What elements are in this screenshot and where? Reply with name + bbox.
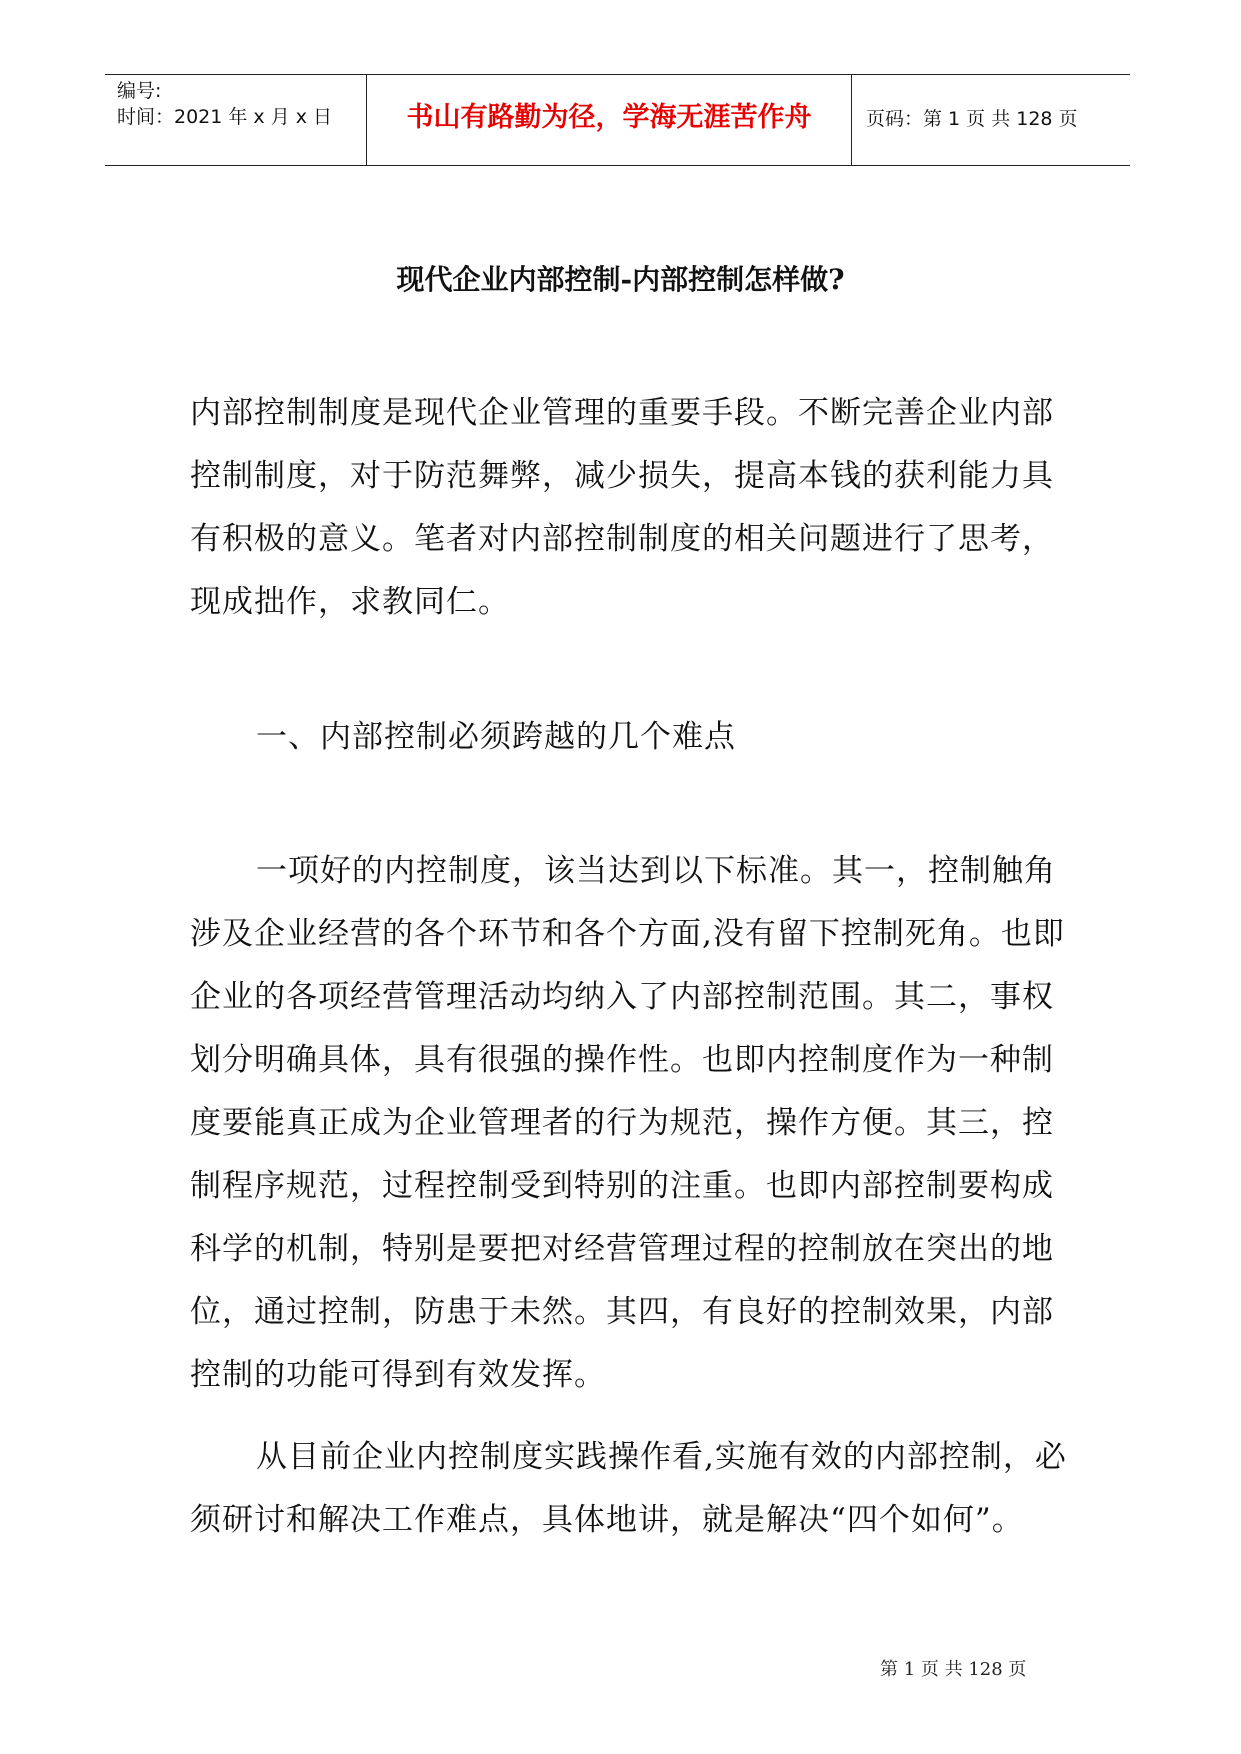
page-header-table [105,74,1130,166]
section-heading: 一、内部控制必须跨越的几个难点 [256,719,736,755]
page-footer: 第 1 页 共 128 页 [880,1659,1027,1680]
serial-number-label: 编号: [117,80,162,102]
header-left-cell [105,75,366,165]
paragraph-intro: 内部控制制度是现代企业管理的重要手段。不断完善企业内部控制制度，对于防范舞弊，减少损失，提高本钱的获利能力具有积极的意义。笔者对内部控制制度的相关问题进行了思考，现成拙作，求教同仁。 [190,395,1054,620]
header-motto: 书山有路勤为径，学海无涯苦作舟 [406,102,812,133]
paragraph-practice: 从目前企业内控制度实践操作看,实施有效的内部控制，必须研讨和解决工作难点，具体地讲，就是解决“四个如何”。 [190,1439,1067,1538]
header-right-cell [852,75,1130,165]
header-middle-cell [366,75,852,165]
paragraph-standards: 一项好的内控制度，该当达到以下标准。其一，控制触角涉及企业经营的各个环节和各个方面,没有留下控制死角。也即企业的各项经营管理活动均纳入了内部控制范围。其二，事权划分明确具体，具有很强的操作性。也即内控制度作为一种制度要能真正成为企业管理者的行为规范，操作方便。其三，控制程序规范，过程控制受到特别的注重。也即内部控制要构成科学的机制，特别是要把对经营管理过程的控制放在突出的地位，通过控制，防患于未然。其四，有良好的控制效果，内部控制的功能可得到有效发挥。 [190,853,1065,1393]
document-title: 现代企业内部控制-内部控制怎样做? [396,263,845,296]
header-page-info: 页码：第 1 页 共 128 页 [866,108,1078,130]
date-label: 时间：2021 年 x 月 x 日 [117,106,333,128]
